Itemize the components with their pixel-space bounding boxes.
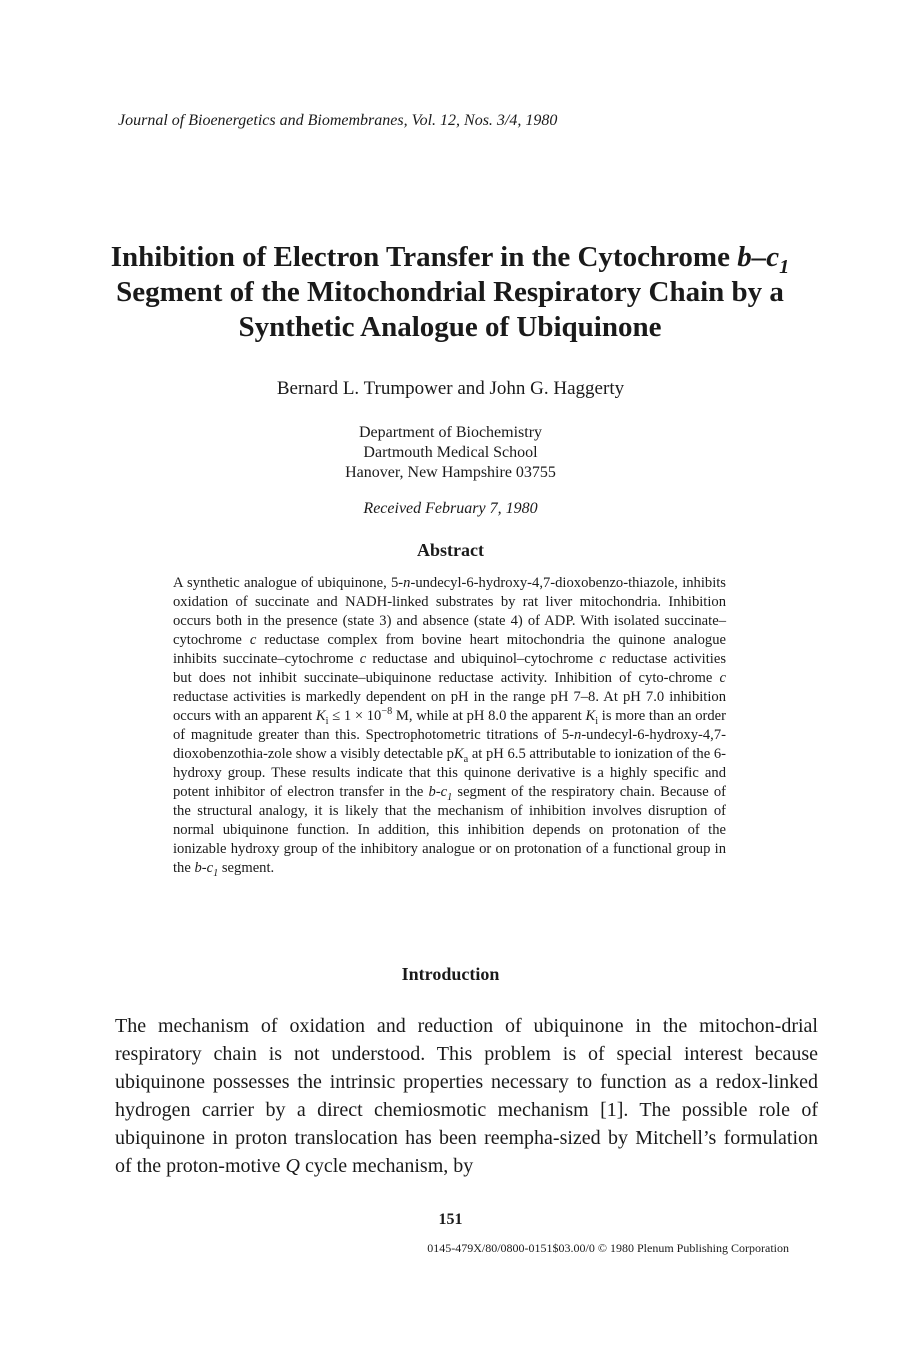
introduction-paragraph: The mechanism of oxidation and reduction of ubiquinone in the mitochon-drial respiratory chain is not understood. This problem is of special interest because ubiquinone possesses the intrinsic properties necessary to function as a redox-linked hydrogen carrier by a direct chemiosmotic mechanism [1]. The possible role of ubiquinone in proton translocation has been reempha-sized by Mitchell’s formulation of the proton-motive Q cycle mechanism, by (115, 1015, 818, 1177)
introduction-heading: Introduction (401, 964, 500, 984)
affiliation-address: Hanover, New Hampshire 03755 (345, 464, 556, 481)
abstract-heading: Abstract (417, 540, 484, 560)
abstract-text: A synthetic analogue of ubiquinone, 5-n-undecyl-6-hydroxy-4,7-dioxobenzo-thiazole, inhibits oxidation of succinate and NADH-linked substrates by rat liver mitochondria. Inhibition occurs both in the presence (state 3) and absence (state 4) of ADP. With isolated succinate–cytochrome c reductase complex from bovine heart mitochondria the quinone analogue inhibits succinate–cytochrome c reductase and ubiquinol–cytochrome c reductase activities but does not inhibit succinate–ubiquinone reductase activity. Inhibition of cyto-chrome c reductase activities is markedly dependent on pH in the range pH 7–8. At pH 7.0 inhibition occurs with an apparent $K_i \le 1 \times 10^{-8}$ M, while at pH 8.0 the apparent $K_i$ is more than an order of magnitude greater than this. Spectrophotometric titrations of 5-n-undecyl-6-hydroxy-4,7-dioxobenzothia-zole show a visibly detectable $pK_a$ at pH 6.5 attributable to ionization of the 6-hydroxy group. These results indicate that this quinone derivative is a highly specific and potent inhibitor of electron transfer in the $b-c_1$ segment of the respiratory chain. Because of the structural analogy, it is likely that the mechanism of inhibition involves disruption of normal ubiquinone function. In addition, this inhibition depends on protonation of the ionizable hydroxy group of the inhibitory analogue or on protonation of a functional group in the $b-c_1$ segment. (173, 575, 727, 879)
title-line-1: Inhibition of Electron Transfer in the Cytochrome $b-c_1$ (110, 241, 790, 278)
affiliation (0, 423, 901, 483)
title-line-2: Segment of the Mitochondrial Respiratory Chain by a (116, 276, 784, 308)
page-number: 151 (438, 1211, 463, 1228)
title-line-3: Synthetic Analogue of Ubiquinone (238, 311, 662, 343)
copyright-line: 0145-479X/80/0800-0151$03.00/0 © 1980 Plenum Publishing Corporation (427, 1241, 789, 1255)
journal-citation: Journal of Bioenergetics and Biomembranes, Vol. 12, Nos. 3/4, 1980 (118, 112, 558, 129)
affiliation-department: Department of Biochemistry (358, 424, 543, 441)
affiliation-school: Dartmouth Medical School (363, 444, 538, 461)
article-title (100, 240, 800, 345)
authors: Bernard L. Trumpower and John G. Haggerty (276, 378, 625, 399)
received-date: Received February 7, 1980 (363, 500, 538, 517)
